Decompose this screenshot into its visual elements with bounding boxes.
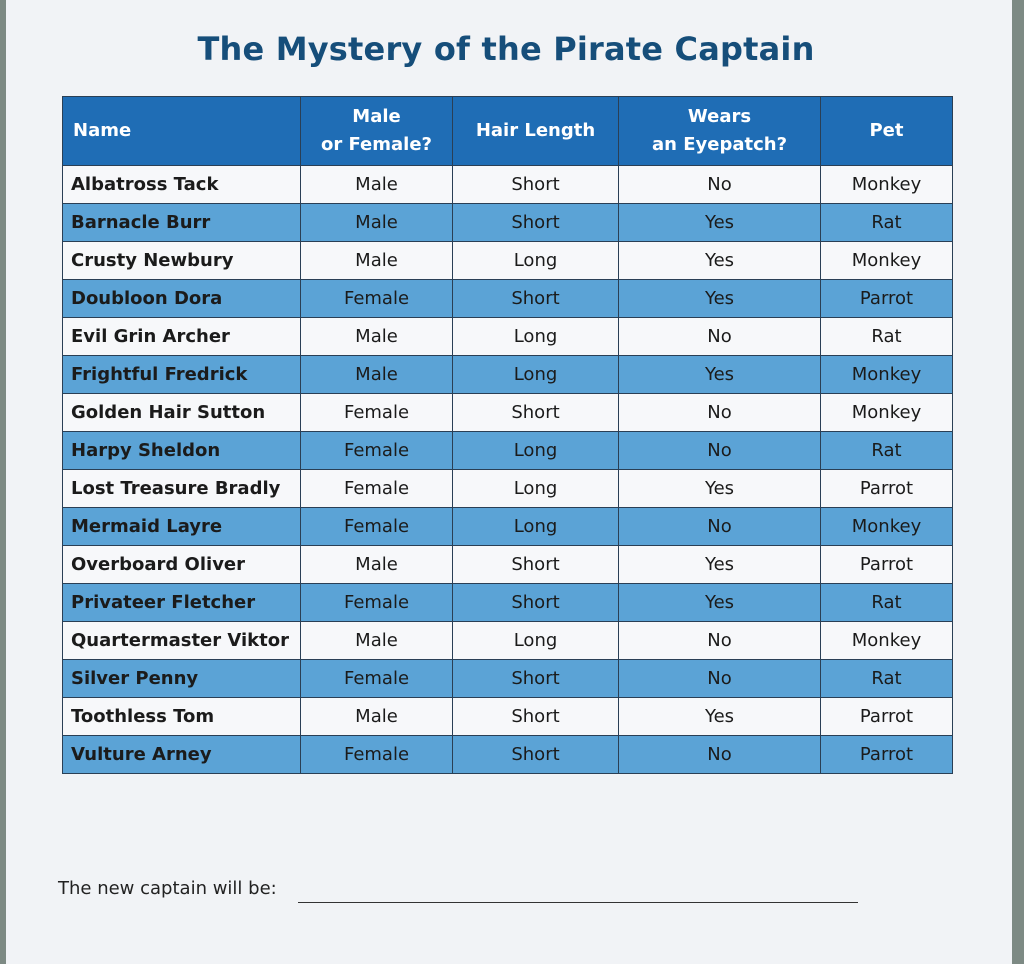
cell-hair-length: Long bbox=[453, 318, 619, 356]
cell-eyepatch: Yes bbox=[619, 698, 821, 736]
cell-pet: Parrot bbox=[821, 546, 953, 584]
cell-hair-length: Short bbox=[453, 394, 619, 432]
header-name-text: Name bbox=[73, 120, 132, 141]
cell-pet: Monkey bbox=[821, 394, 953, 432]
table-row bbox=[63, 204, 953, 242]
cell-pet: Parrot bbox=[821, 470, 953, 508]
cell-pet: Monkey bbox=[821, 508, 953, 546]
header-eyepatch-line-2: an Eyepatch? bbox=[651, 134, 788, 155]
cell-hair-length: Long bbox=[453, 622, 619, 660]
captain-prompt: The new captain will be: bbox=[58, 878, 277, 899]
cell-eyepatch: Yes bbox=[619, 242, 821, 280]
cell-pet: Monkey bbox=[821, 622, 953, 660]
cell-gender: Male bbox=[301, 204, 453, 242]
table-row bbox=[63, 280, 953, 318]
cell-gender: Male bbox=[301, 622, 453, 660]
cell-eyepatch: No bbox=[619, 318, 821, 356]
header-eyepatch bbox=[619, 97, 821, 166]
header-gender bbox=[301, 97, 453, 166]
cell-eyepatch: No bbox=[619, 660, 821, 698]
cell-pet: Monkey bbox=[821, 356, 953, 394]
cell-gender: Male bbox=[301, 318, 453, 356]
cell-hair-length: Short bbox=[453, 204, 619, 242]
header-gender-line-1: Male bbox=[352, 106, 401, 127]
cell-eyepatch: Yes bbox=[619, 356, 821, 394]
table-row bbox=[63, 318, 953, 356]
header-pet-text: Pet bbox=[869, 120, 904, 141]
cell-gender: Female bbox=[301, 280, 453, 318]
cell-eyepatch: Yes bbox=[619, 280, 821, 318]
cell-pet: Parrot bbox=[821, 280, 953, 318]
table-row bbox=[63, 736, 953, 774]
header-eyepatch-line-1: Wears bbox=[687, 106, 752, 127]
cell-eyepatch: Yes bbox=[619, 546, 821, 584]
cell-pet: Rat bbox=[821, 318, 953, 356]
table-row bbox=[63, 546, 953, 584]
cell-name: Doubloon Dora bbox=[63, 280, 301, 318]
cell-hair-length: Long bbox=[453, 242, 619, 280]
cell-hair-length: Long bbox=[453, 470, 619, 508]
cell-gender: Male bbox=[301, 166, 453, 204]
cell-name: Golden Hair Sutton bbox=[63, 394, 301, 432]
cell-gender: Female bbox=[301, 394, 453, 432]
cell-eyepatch: Yes bbox=[619, 584, 821, 622]
header-pet bbox=[821, 97, 953, 166]
table-row bbox=[63, 660, 953, 698]
header-gender-line-2: or Female? bbox=[320, 134, 432, 155]
cell-name: Privateer Fletcher bbox=[63, 584, 301, 622]
cell-name: Vulture Arney bbox=[63, 736, 301, 774]
cell-hair-length: Long bbox=[453, 508, 619, 546]
cell-eyepatch: No bbox=[619, 736, 821, 774]
cell-eyepatch: No bbox=[619, 432, 821, 470]
table-row bbox=[63, 394, 953, 432]
cell-pet: Parrot bbox=[821, 698, 953, 736]
cell-hair-length: Short bbox=[453, 280, 619, 318]
table-row bbox=[63, 470, 953, 508]
cell-hair-length: Long bbox=[453, 432, 619, 470]
cell-eyepatch: No bbox=[619, 508, 821, 546]
table-header bbox=[63, 97, 953, 166]
cell-gender: Female bbox=[301, 470, 453, 508]
cell-gender: Male bbox=[301, 698, 453, 736]
cell-name: Silver Penny bbox=[63, 660, 301, 698]
cell-pet: Parrot bbox=[821, 736, 953, 774]
cell-gender: Female bbox=[301, 736, 453, 774]
table-row bbox=[63, 432, 953, 470]
table-row bbox=[63, 622, 953, 660]
cell-pet: Monkey bbox=[821, 242, 953, 280]
cell-name: Mermaid Layre bbox=[63, 508, 301, 546]
cell-gender: Female bbox=[301, 432, 453, 470]
cell-name: Lost Treasure Bradly bbox=[63, 470, 301, 508]
cell-gender: Female bbox=[301, 508, 453, 546]
table-row bbox=[63, 356, 953, 394]
header-row bbox=[63, 97, 953, 166]
cell-hair-length: Short bbox=[453, 698, 619, 736]
cell-name: Frightful Fredrick bbox=[63, 356, 301, 394]
cell-eyepatch: Yes bbox=[619, 204, 821, 242]
table-row bbox=[63, 584, 953, 622]
cell-pet: Rat bbox=[821, 584, 953, 622]
cell-name: Albatross Tack bbox=[63, 166, 301, 204]
header-name bbox=[63, 97, 301, 166]
table-body bbox=[63, 166, 953, 774]
cell-name: Harpy Sheldon bbox=[63, 432, 301, 470]
cell-eyepatch: Yes bbox=[619, 470, 821, 508]
table-row bbox=[63, 698, 953, 736]
cell-name: Toothless Tom bbox=[63, 698, 301, 736]
cell-gender: Male bbox=[301, 356, 453, 394]
cell-gender: Male bbox=[301, 242, 453, 280]
cell-name: Quartermaster Viktor bbox=[63, 622, 301, 660]
table-row bbox=[63, 166, 953, 204]
answer-line[interactable] bbox=[298, 902, 858, 903]
header-hair-length-text: Hair Length bbox=[475, 120, 596, 141]
cell-hair-length: Short bbox=[453, 736, 619, 774]
cell-hair-length: Short bbox=[453, 660, 619, 698]
header-hair-length bbox=[453, 97, 619, 166]
cell-hair-length: Long bbox=[453, 356, 619, 394]
cell-eyepatch: No bbox=[619, 394, 821, 432]
cell-eyepatch: No bbox=[619, 166, 821, 204]
cell-eyepatch: No bbox=[619, 622, 821, 660]
cell-pet: Rat bbox=[821, 204, 953, 242]
cell-name: Crusty Newbury bbox=[63, 242, 301, 280]
cell-hair-length: Short bbox=[453, 546, 619, 584]
cell-gender: Male bbox=[301, 546, 453, 584]
page-title: The Mystery of the Pirate Captain bbox=[197, 30, 815, 68]
cell-pet: Monkey bbox=[821, 166, 953, 204]
cell-name: Evil Grin Archer bbox=[63, 318, 301, 356]
cell-gender: Female bbox=[301, 584, 453, 622]
cell-gender: Female bbox=[301, 660, 453, 698]
cell-hair-length: Short bbox=[453, 584, 619, 622]
pirate-table bbox=[62, 96, 953, 774]
cell-pet: Rat bbox=[821, 660, 953, 698]
cell-name: Overboard Oliver bbox=[63, 546, 301, 584]
table-row bbox=[63, 242, 953, 280]
cell-name: Barnacle Burr bbox=[63, 204, 301, 242]
cell-hair-length: Short bbox=[453, 166, 619, 204]
cell-pet: Rat bbox=[821, 432, 953, 470]
table-row bbox=[63, 508, 953, 546]
